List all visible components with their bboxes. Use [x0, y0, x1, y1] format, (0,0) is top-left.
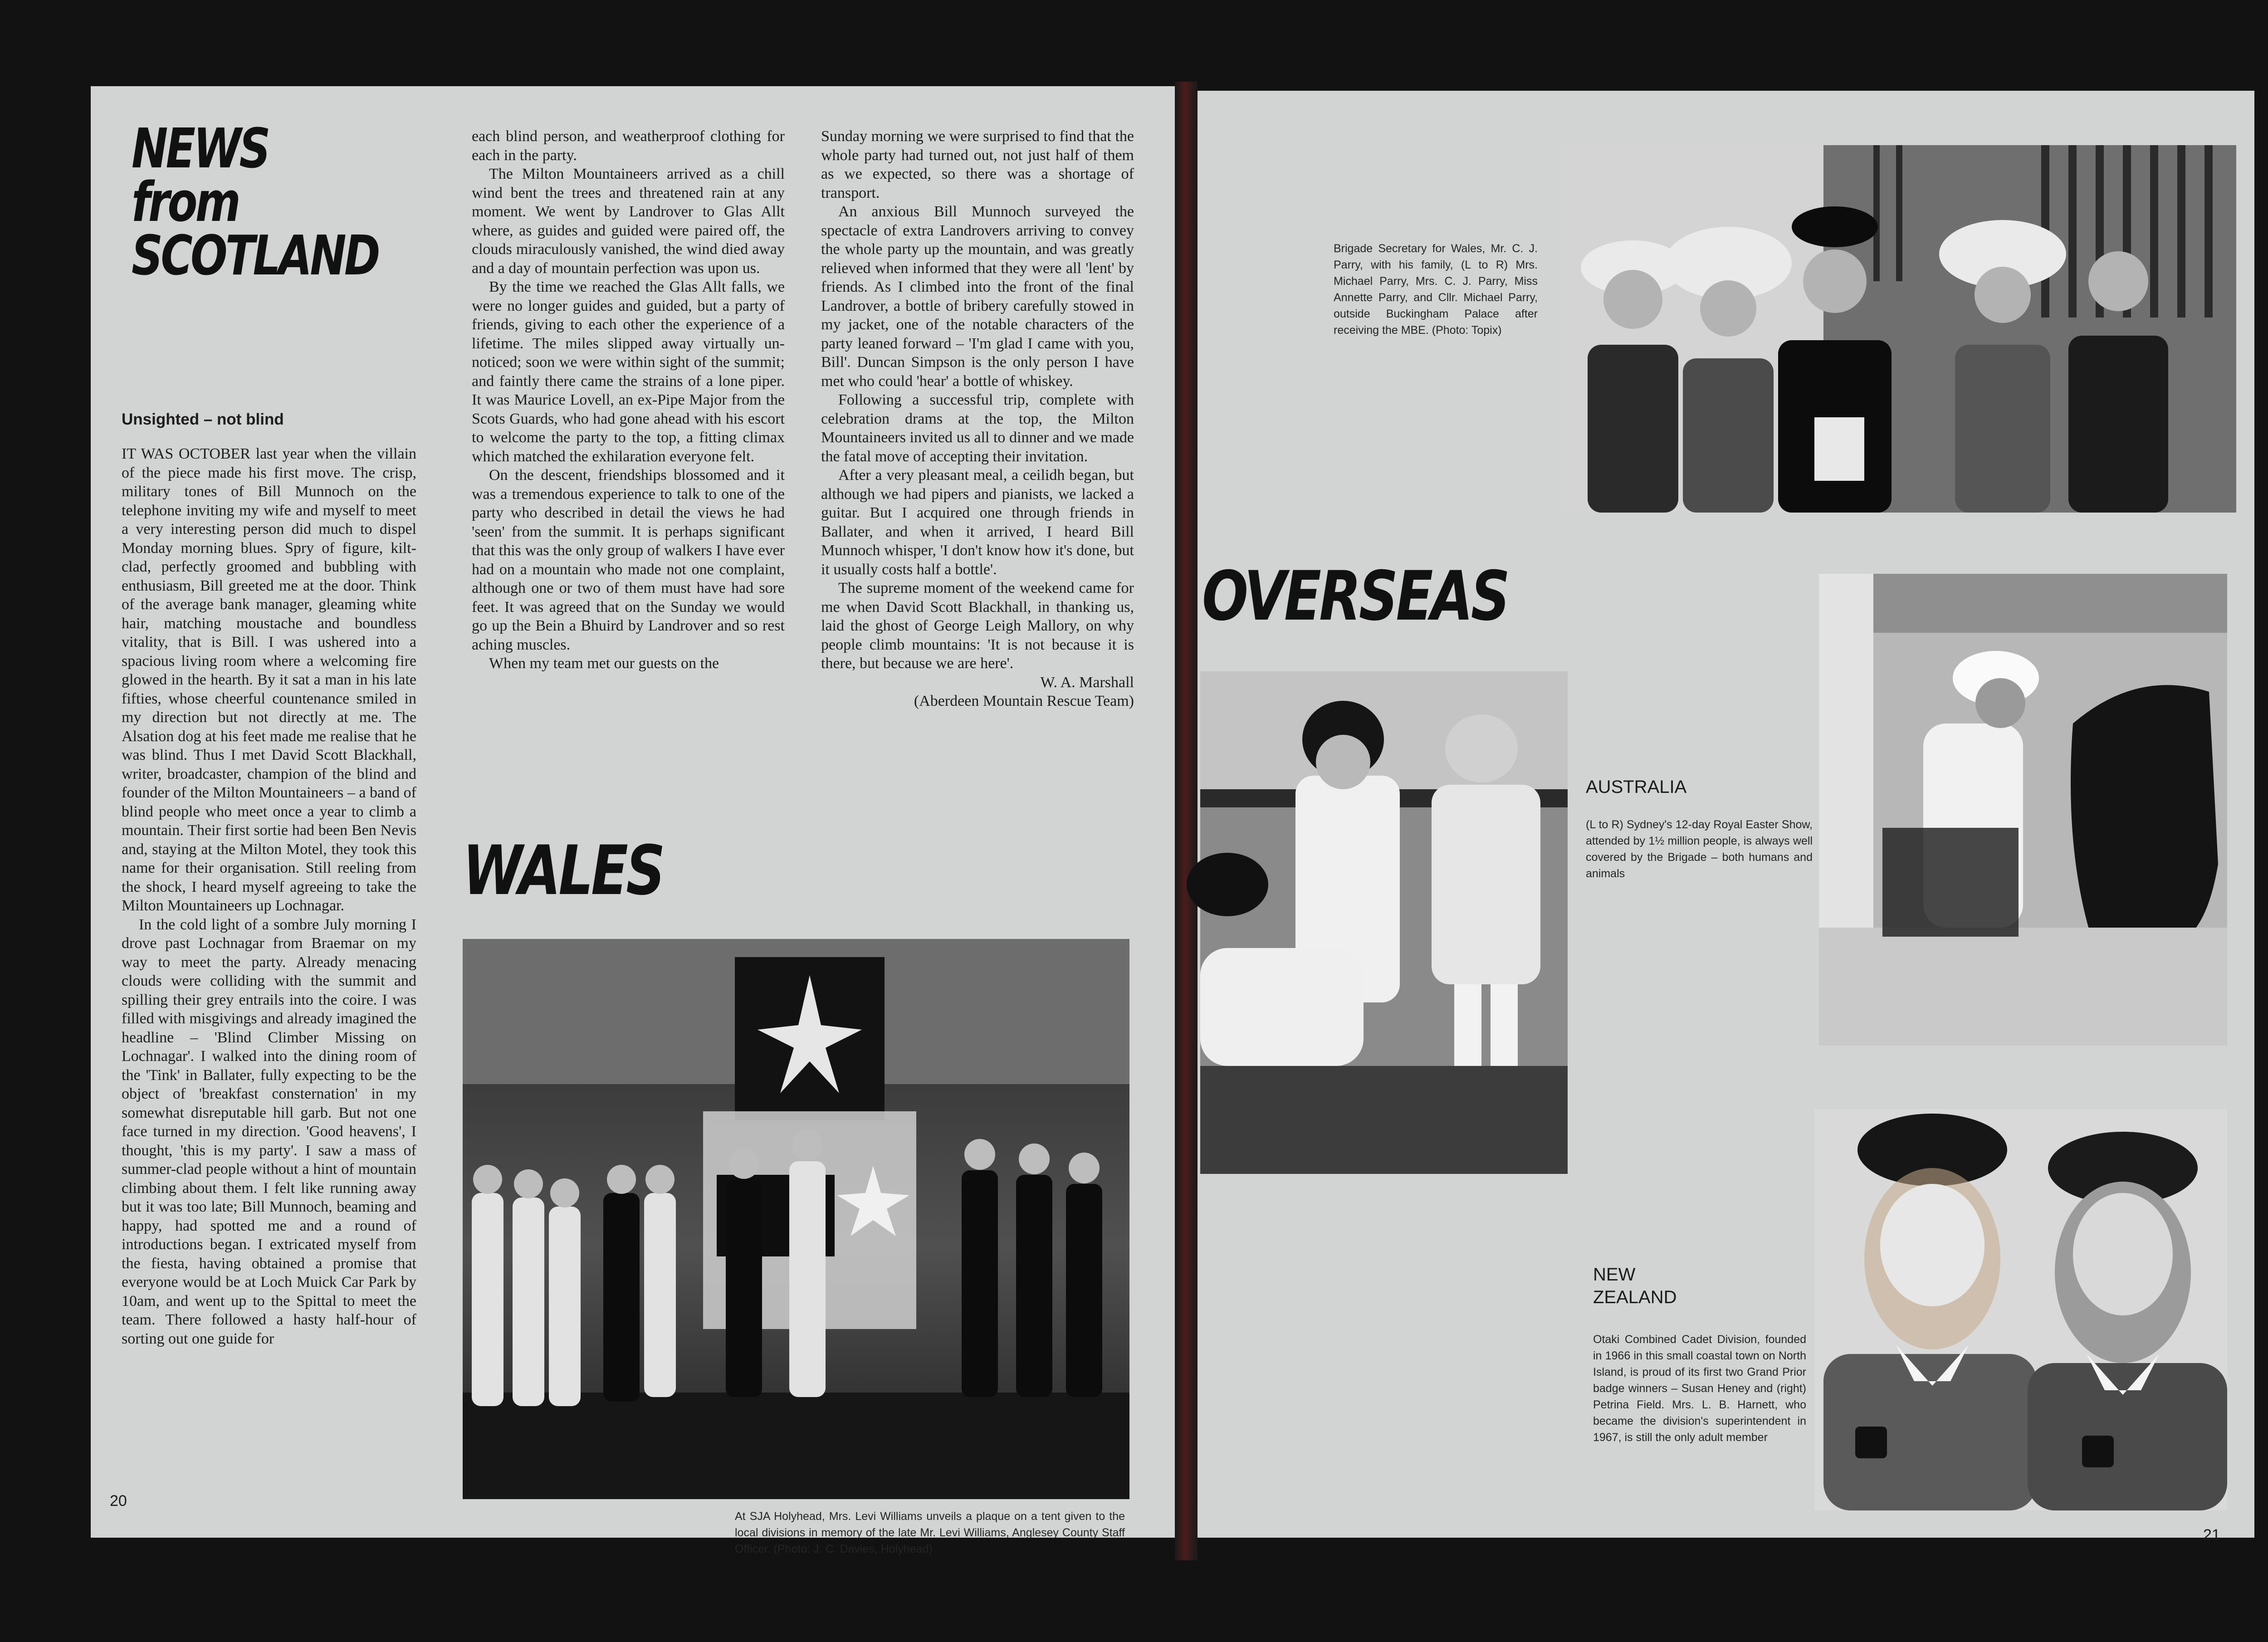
nz-label-line-1: NEW [1593, 1265, 1636, 1285]
paragraph: After a very pleasant meal, a ceilidh began, but although we had pipers and pianists, we lacked a guitar. But I acquired one through friends in Ballater, and when it arrived, I heard Bill Munnoch whisper, 'I don't know how it's done, but it usually costs half a bottle'. [821, 467, 1134, 578]
parry-family-caption: Brigade Secretary for Wales, Mr. C. J. Parry, with his family, (L to R) Mrs. Michael Parry, Mrs. C. J. Parry, Miss Annette Parry, and Cllr. Michael Parry, outside Buckingham Palace after receiving the MBE. (Photo: Topix) [1334, 242, 1538, 337]
signature-org: (Aberdeen Mountain Rescue Team) [914, 693, 1134, 709]
subheading: Unsighted – not blind [122, 410, 284, 428]
paragraph: The Milton Mountaineers arrived as a chill wind bent the trees and threatened rain at any moment. We went by Landrover to Glas Allt where, as guides and guided were paired off, the clouds miraculously vanished, the wind died away and a day of mountain perfection was upon us. [472, 166, 785, 277]
paragraph: Following a successful trip, complete with celebration drams at the top, the Milton Mountaineers invited us all to dinner and we made the fatal move of accepting their invitation. [821, 391, 1134, 465]
right-page [1198, 91, 2254, 1544]
nz-label-line-2: ZEALAND [1593, 1287, 1677, 1307]
title-line-news: NEWS [132, 117, 269, 181]
paragraph: By the time we reached the Glas Allt falls, we were no longer guides and guided, but a party of friends, giving to each other the experience of a lifetime. The miles slipped away virtually un-noticed; soon we were within sight of the summit; and faintly there came the strains of a lone piper. It was Maurice Lovell, an ex-Pipe Major from the Scots Guards, who had gone ahead with his escort to welcome the party to the top, a fitting climax which matched the exhilaration everyone felt. [472, 279, 785, 465]
paragraph: When my team met our guests on the [489, 655, 719, 672]
new-zealand-cadets-photo [1814, 1109, 2227, 1510]
page-number-left: 20 [110, 1492, 127, 1510]
australia-label: AUSTRALIA [1586, 777, 1687, 797]
left-page [91, 86, 1175, 1555]
scotland-title [132, 117, 440, 288]
paragraph: In the cold light of a sombre July morning I drove past Lochnagar from Braemar on my way to meet the party. Already menacing clouds were colliding with the summit and spilling their grey entrails into the coire. I was filled with misgivings and already imagined the headline – 'Blind Climber Missing on Lochnagar'. I walked into the dining room of the 'Tink' in Ballater, fully expecting to be the object of 'breakfast consternation' in my somewhat disreputable hill garb. But not one face turned in my direction. 'Good heavens', I thought, 'this is my party'. I saw a mass of summer-clad people without a hint of mountain climbing about them. I felt like running away but it was too late; Bill Munnoch, beaming and happy, had spotted me and a round of introductions began. I extricated myself from the fiesta, having obtained a promise that everyone would be at Loch Muick Car Park by 10am, and went up to the Spittal to meet the team. There followed a hasty half-hour of sorting out one guide for [122, 916, 416, 1347]
overseas-title: OVERSEAS [1202, 557, 1508, 636]
signature-name: W. A. Marshall [1040, 674, 1134, 691]
australia-photo-first-aid [1200, 671, 1568, 1174]
new-zealand-label [1593, 1263, 1677, 1309]
new-zealand-caption: Otaki Combined Cadet Division, founded in 1966 in this small coastal town on North Island, is proud of its first two Grand Prior badge winners – Susan Heney and (right) Petrina Field. Mrs. L. B. Harnett, who became the division's superintendent in 1967, is still the only adult member [1593, 1333, 1806, 1444]
page-number-right: 21 [2203, 1526, 2220, 1544]
paragraph: The supreme moment of the weekend came for me when David Scott Blackhall, in thanking us, laid the ghost of George Leigh Mallory, on why people climb mountains: 'It is not because it is there, but because we are here'. [821, 580, 1134, 672]
buckingham-palace-photo [1560, 145, 2236, 513]
article-column-3 [821, 127, 1134, 711]
title-line-from: from [132, 171, 239, 234]
wales-plaque-caption: At SJA Holyhead, Mrs. Levi Williams unveils a plaque on a tent given to the local divisions in memory of the late Mr. Levi Williams, Anglesey County Staff Officer. (Photo: J. C. Davies, Holyhead) [735, 1510, 1125, 1555]
australia-caption: (L to R) Sydney's 12-day Royal Easter Show, attended by 1½ million people, is always well covered by the Brigade – both humans and animals [1586, 818, 1813, 880]
wales-plaque-photo [463, 939, 1129, 1499]
magazine-spine [1175, 82, 1198, 1560]
paragraph: IT WAS OCTOBER last year when the villain of the piece made his first move. The crisp, military tones of Bill Munnoch on the telephone inviting my wife and myself to meet a very interesting person did much to dispel Monday morning blues. Spry of figure, kilt-clad, perfectly groomed and bubbling with enthusiasm, Bill greeted me at the door. Think of the average bank manager, gleaming white hair, matching moustache and boundless vitality, that is Bill. I was ushered into a spacious living room where a welcoming fire glowed in the hearth. By it sat a man in his late fifties, whose cheerful countenance smiled in my direction but not directly at me. The Alsation dog at his feet made me realise that he was blind. Thus I met David Scott Blackhall, writer, broadcaster, champion of the blind and founder of the Milton Mountaineers – a band of blind people who meet once a year to climb a mountain. Their first sortie had been Ben Nevis and, staying at the Milton Motel, they took this name for their organisation. Still reeling from the shock, I heard myself agreeing to take the Milton Mountaineers up Lochnagar. [122, 445, 416, 914]
paragraph: An anxious Bill Munnoch surveyed the spectacle of extra Landrovers arriving to convey the whole party up the mountain, and was greatly relieved when informed that they were all 'lent' by friends. As I climbed into the front of the final Landrover, a bottle of bribery carefully stowed in my jacket, one of the notable characters of the party leaned forward – 'I'm glad I came with you, Bill'. Duncan Simpson is the only person I have met who could 'hear' a bottle of whiskey. [821, 203, 1134, 390]
wales-title: WALES [463, 831, 663, 910]
paragraph: Sunday morning we were surprised to find that the whole party had turned out, not just half of them as we expected, so there was a shortage of transport. [821, 128, 1134, 201]
article-column-2 [472, 127, 785, 673]
title-line-scotland: SCOTLAND [132, 225, 378, 288]
paragraph: On the descent, friendships blossomed and it was a tremendous experience to talk to one of the party who described in detail the views he had 'seen' from the summit. It is perhaps significant that this was the only group of walkers I have ever had on a mountain who made not one complaint, although one or two of them must have had sore feet. It was agreed that on the Sunday we would go up the Bein a Bhuird by Landrover and so rest aching muscles. [472, 467, 785, 653]
australia-photo-calf [1819, 574, 2227, 1046]
paragraph: each blind person, and weatherproof clothing for each in the party. [472, 128, 785, 164]
article-column-1 [122, 445, 416, 1348]
